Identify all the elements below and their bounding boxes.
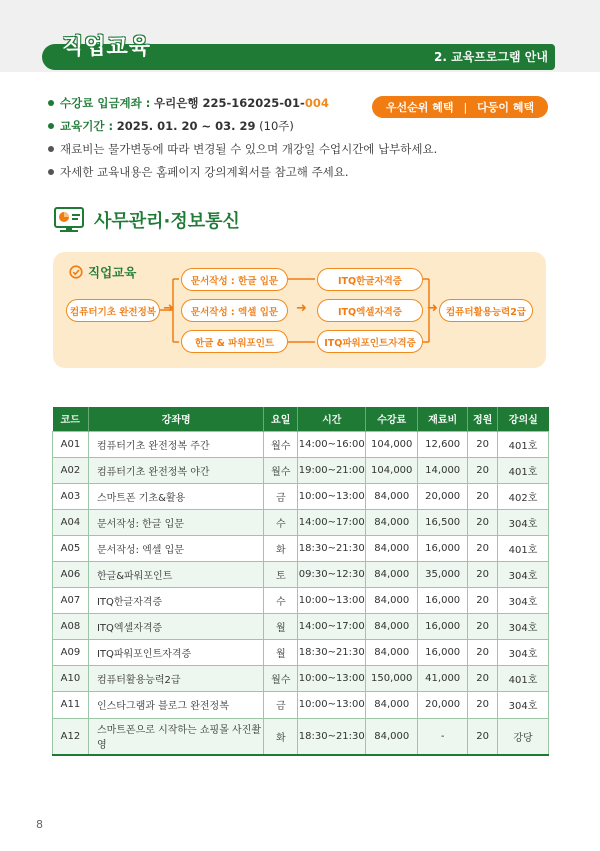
cell-material: 16,000 (418, 640, 468, 666)
cell-time: 18:30~21:30 (298, 718, 366, 755)
checkmark-circle-icon (69, 265, 83, 279)
cell-time: 14:00~17:00 (298, 509, 366, 535)
bullet-icon (48, 146, 54, 152)
cell-course: ITQ파워포인트자격증 (88, 640, 263, 666)
cell-code: A02 (53, 457, 89, 483)
cell-capacity: 20 (468, 614, 498, 640)
cell-time: 10:00~13:00 (298, 666, 366, 692)
arrow-right-icon: ➜ (296, 301, 307, 316)
course-table (52, 407, 549, 756)
cell-room: 304호 (498, 640, 549, 666)
col-header-capacity: 정원 (468, 407, 498, 431)
cell-day: 월 (264, 640, 298, 666)
cell-day: 월수 (264, 457, 298, 483)
flow-cert-excel: ITQ엑셀자격증 (317, 299, 423, 322)
page-number: 8 (36, 818, 43, 831)
cell-day: 화 (264, 535, 298, 561)
cell-time: 19:00~21:00 (298, 457, 366, 483)
cell-capacity: 20 (468, 640, 498, 666)
cell-day: 수 (264, 509, 298, 535)
table-row (53, 640, 549, 666)
benefit-priority: 우선순위 혜택 (385, 101, 454, 114)
table-row (53, 457, 549, 483)
cell-code: A08 (53, 614, 89, 640)
cell-material: - (418, 718, 468, 755)
cell-time: 18:30~21:30 (298, 535, 366, 561)
cell-day: 수 (264, 588, 298, 614)
cell-room: 401호 (498, 535, 549, 561)
table-row (53, 588, 549, 614)
cell-code: A03 (53, 483, 89, 509)
cell-fee: 84,000 (366, 640, 418, 666)
info-note-material: 재료비는 물가변동에 따라 변경될 수 있으며 개강일 수업시간에 납부하세요. (48, 138, 448, 161)
cell-day: 금 (264, 692, 298, 718)
cell-capacity: 20 (468, 509, 498, 535)
cell-capacity: 20 (468, 692, 498, 718)
cell-capacity: 20 (468, 483, 498, 509)
flow-step-start: 컴퓨터기초 완전정복 (66, 299, 160, 322)
cell-course: ITQ엑셀자격증 (88, 614, 263, 640)
cell-room: 304호 (498, 588, 549, 614)
cell-room: 401호 (498, 666, 549, 692)
col-header-day: 요일 (264, 407, 298, 431)
cell-fee: 84,000 (366, 509, 418, 535)
cell-room: 304호 (498, 561, 549, 587)
info-period: 교육기간 : 2025. 01. 20 ~ 03. 29 (10주) (48, 115, 448, 138)
cell-room: 304호 (498, 509, 549, 535)
cell-fee: 84,000 (366, 614, 418, 640)
col-header-fee: 수강료 (366, 407, 418, 431)
cell-material: 16,000 (418, 614, 468, 640)
cell-material: 14,000 (418, 457, 468, 483)
cell-capacity: 20 (468, 535, 498, 561)
benefit-multichild: 다둥이 혜택 (477, 101, 535, 114)
col-header-time: 시간 (298, 407, 366, 431)
cell-course: 한글&파워포인트 (88, 561, 263, 587)
cell-course: 문서작성: 한글 입문 (88, 509, 263, 535)
flow-heading: 직업교육 (69, 263, 136, 281)
cell-time: 09:30~12:30 (298, 561, 366, 587)
cell-course: 문서작성: 엑셀 입문 (88, 535, 263, 561)
cell-material: 35,000 (418, 561, 468, 587)
cell-course: 컴퓨터활용능력2급 (88, 666, 263, 692)
bullet-icon (48, 100, 54, 106)
info-note-homepage: 자세한 교육내용은 홈페이지 강의계획서를 참고해 주세요. (48, 161, 448, 184)
col-header-room: 강의실 (498, 407, 549, 431)
cell-capacity: 20 (468, 666, 498, 692)
cell-day: 토 (264, 561, 298, 587)
table-row (53, 692, 549, 718)
table-row (53, 431, 549, 457)
cell-fee: 84,000 (366, 535, 418, 561)
cell-capacity: 20 (468, 431, 498, 457)
table-header-row (53, 407, 549, 431)
cell-fee: 84,000 (366, 483, 418, 509)
cell-course: 컴퓨터기초 완전정복 주간 (88, 431, 263, 457)
cell-material: 16,500 (418, 509, 468, 535)
cell-fee: 84,000 (366, 718, 418, 755)
col-header-code: 코드 (53, 407, 89, 431)
cell-course: 인스타그램과 블로그 완전정복 (88, 692, 263, 718)
flow-step-excel: 문서작성 : 엑셀 입문 (181, 299, 288, 322)
cell-time: 10:00~13:00 (298, 692, 366, 718)
cell-capacity: 20 (468, 457, 498, 483)
cell-day: 월수 (264, 431, 298, 457)
cell-course: 스마트폰으로 시작하는 쇼핑몰 사진촬영 (88, 718, 263, 755)
cell-day: 금 (264, 483, 298, 509)
flow-cert-hangul: ITQ한글자격증 (317, 268, 423, 291)
cell-capacity: 20 (468, 561, 498, 587)
cell-time: 18:30~21:30 (298, 640, 366, 666)
flow-step-hangul: 문서작성 : 한글 입문 (181, 268, 288, 291)
cell-time: 14:00~16:00 (298, 431, 366, 457)
cell-day: 월 (264, 614, 298, 640)
cell-material: 16,000 (418, 535, 468, 561)
cell-course: 컴퓨터기초 완전정복 야간 (88, 457, 263, 483)
cell-room: 강당 (498, 718, 549, 755)
benefit-badge: 우선순위 혜택 | 다둥이 혜택 (372, 96, 548, 118)
cell-time: 10:00~13:00 (298, 483, 366, 509)
flow-step-end: 컴퓨터활용능력2급 (439, 299, 533, 322)
arrow-right-icon: ➜ (163, 301, 174, 316)
flow-cert-ppt: ITQ파워포인트자격증 (317, 330, 423, 353)
table-row (53, 483, 549, 509)
bullet-icon (48, 169, 54, 175)
cell-room: 402호 (498, 483, 549, 509)
cell-day: 화 (264, 718, 298, 755)
cell-room: 401호 (498, 457, 549, 483)
col-header-material: 재료비 (418, 407, 468, 431)
arrow-right-icon: ➜ (427, 301, 438, 316)
table-row (53, 509, 549, 535)
bullet-icon (48, 123, 54, 129)
cell-code: A12 (53, 718, 89, 755)
table-row (53, 614, 549, 640)
cell-day: 월수 (264, 666, 298, 692)
cell-code: A11 (53, 692, 89, 718)
computer-chart-icon (52, 206, 86, 234)
cell-time: 14:00~17:00 (298, 614, 366, 640)
cell-capacity: 20 (468, 718, 498, 755)
table-row (53, 561, 549, 587)
cell-material: 16,000 (418, 588, 468, 614)
cell-code: A10 (53, 666, 89, 692)
cell-material: 20,000 (418, 692, 468, 718)
cell-room: 401호 (498, 431, 549, 457)
cell-room: 304호 (498, 614, 549, 640)
info-fee-account: 수강료 입금계좌 : 우리은행 225-162025-01-004 (48, 92, 448, 115)
cell-code: A09 (53, 640, 89, 666)
cell-capacity: 20 (468, 588, 498, 614)
cell-course: 스마트폰 기초&활용 (88, 483, 263, 509)
page-title: 직업교육 (62, 35, 152, 60)
cell-fee: 84,000 (366, 692, 418, 718)
cell-fee: 150,000 (366, 666, 418, 692)
col-header-course: 강좌명 (88, 407, 263, 431)
cell-time: 10:00~13:00 (298, 588, 366, 614)
cell-material: 12,600 (418, 431, 468, 457)
flow-step-hangul-ppt: 한글 & 파워포인트 (181, 330, 288, 353)
cell-code: A01 (53, 431, 89, 457)
cell-code: A05 (53, 535, 89, 561)
cell-fee: 104,000 (366, 431, 418, 457)
section-header (52, 206, 240, 234)
course-flow-diagram (53, 252, 546, 368)
cell-code: A07 (53, 588, 89, 614)
cell-code: A04 (53, 509, 89, 535)
page-subtitle: 2. 교육프로그램 안내 (433, 50, 548, 64)
cell-room: 304호 (498, 692, 549, 718)
cell-fee: 104,000 (366, 457, 418, 483)
table-row (53, 666, 549, 692)
section-title: 사무관리·정보통신 (94, 211, 240, 232)
cell-course: ITQ한글자격증 (88, 588, 263, 614)
cell-fee: 84,000 (366, 561, 418, 587)
cell-code: A06 (53, 561, 89, 587)
cell-material: 20,000 (418, 483, 468, 509)
cell-fee: 84,000 (366, 588, 418, 614)
table-row (53, 535, 549, 561)
cell-material: 41,000 (418, 666, 468, 692)
table-row (53, 718, 549, 755)
